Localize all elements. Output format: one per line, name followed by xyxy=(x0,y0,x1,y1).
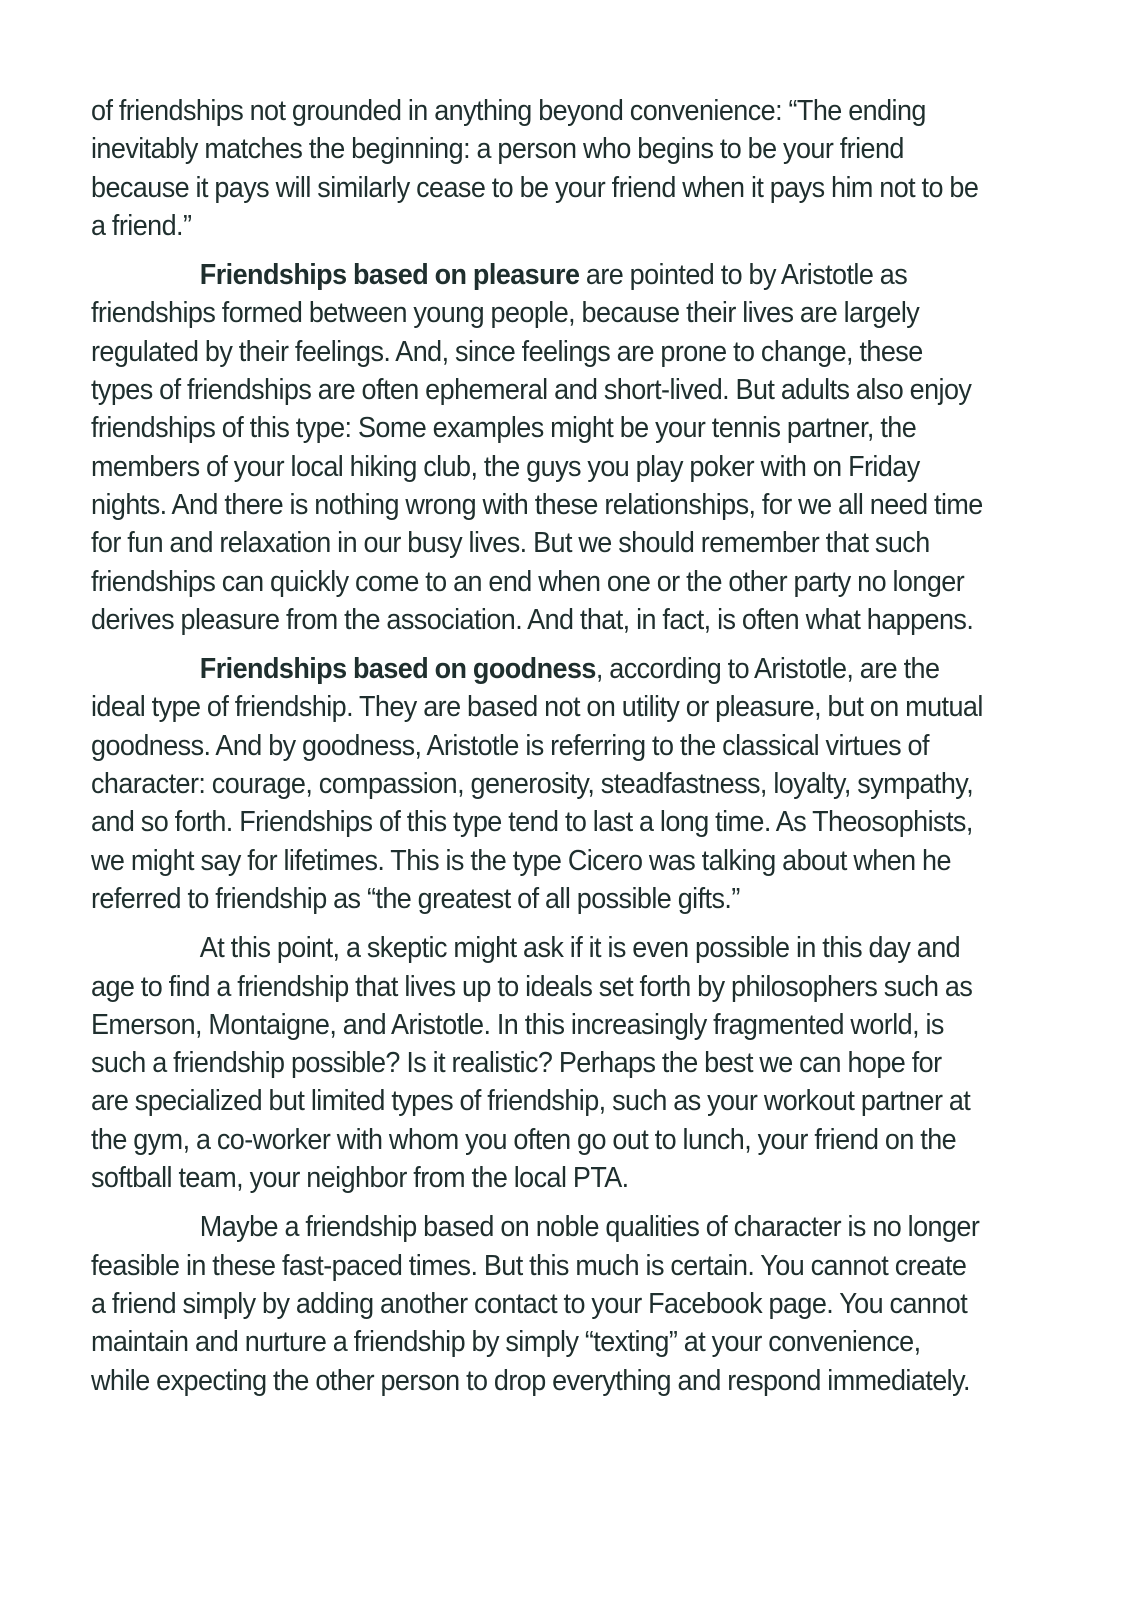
paragraph-lead-bold: Friendships based on goodness xyxy=(199,653,596,686)
paragraph-goodness-friendships xyxy=(91,650,984,918)
document-page xyxy=(91,92,984,1411)
paragraph-continuation xyxy=(91,92,984,245)
paragraph-text: At this point, a skeptic might ask if it is even possible in this day and age to find a friendship that lives up to ideals set forth by philosophers such as Emerson, Montaigne, and Aristotle. In this increasingly fragmented world, is such a friendship possible? Is it realistic? Perhaps the best we can hope for are specialized but limited types of friendship, such as your workout partner at the gym, a co-worker with whom you often go out to lunch, your friend on the softball team, your neighbor from the local PTA. xyxy=(91,932,973,1195)
paragraph-text: of friendships not grounded in anything beyond convenience: “The ending inevitably matches the beginning: a person who begins to be your friend because it pays will similarly cease to be your friend when it pays him not to be a friend.” xyxy=(91,95,979,242)
paragraph-text: are pointed to by Aristotle as friendships formed between young people, because their lives are largely regulated by their feelings. And, since feelings are prone to change, these types of friendships are often ephemeral and short-lived. But adults also enjoy friendships of this type: Some examples might be your tennis partner, the members of your local hiking club, the guys you play poker with on Friday nights. And there is nothing wrong with these relationships, for we all need time for fun and relaxation in our busy lives. But we should remember that such friendships can quickly come to an end when one or the other party no longer derives pleasure from the association. And that, in fact, is often what happens. xyxy=(91,259,983,636)
paragraph-skeptic xyxy=(91,929,984,1197)
paragraph-pleasure-friendships xyxy=(91,256,984,639)
paragraph-text: Maybe a friendship based on noble qualities of character is no longer feasible in these fast-paced times. But this much is certain. You cannot create a friend simply by adding another contact to your Facebook page. You cannot maintain and nurture a friendship by simply “texting” at your convenience, while expecting the other person to drop everything and respond immediately. xyxy=(91,1211,980,1397)
paragraph-conclusion xyxy=(91,1208,984,1399)
paragraph-text: , according to Aristotle, are the ideal type of friendship. They are based not on utility or pleasure, but on mutual goodness. And by goodness, Aristotle is referring to the classical virtues of character: courage, compassion, generosity, steadfastness, loyalty, sympathy, and so forth. Friendships of this type tend to last a long time. As Theosophists, we might say for lifetimes. This is the type Cicero was talking about when he referred to friendship as “the greatest of all possible gifts.” xyxy=(91,653,983,915)
paragraph-lead-bold: Friendships based on pleasure xyxy=(199,259,580,292)
